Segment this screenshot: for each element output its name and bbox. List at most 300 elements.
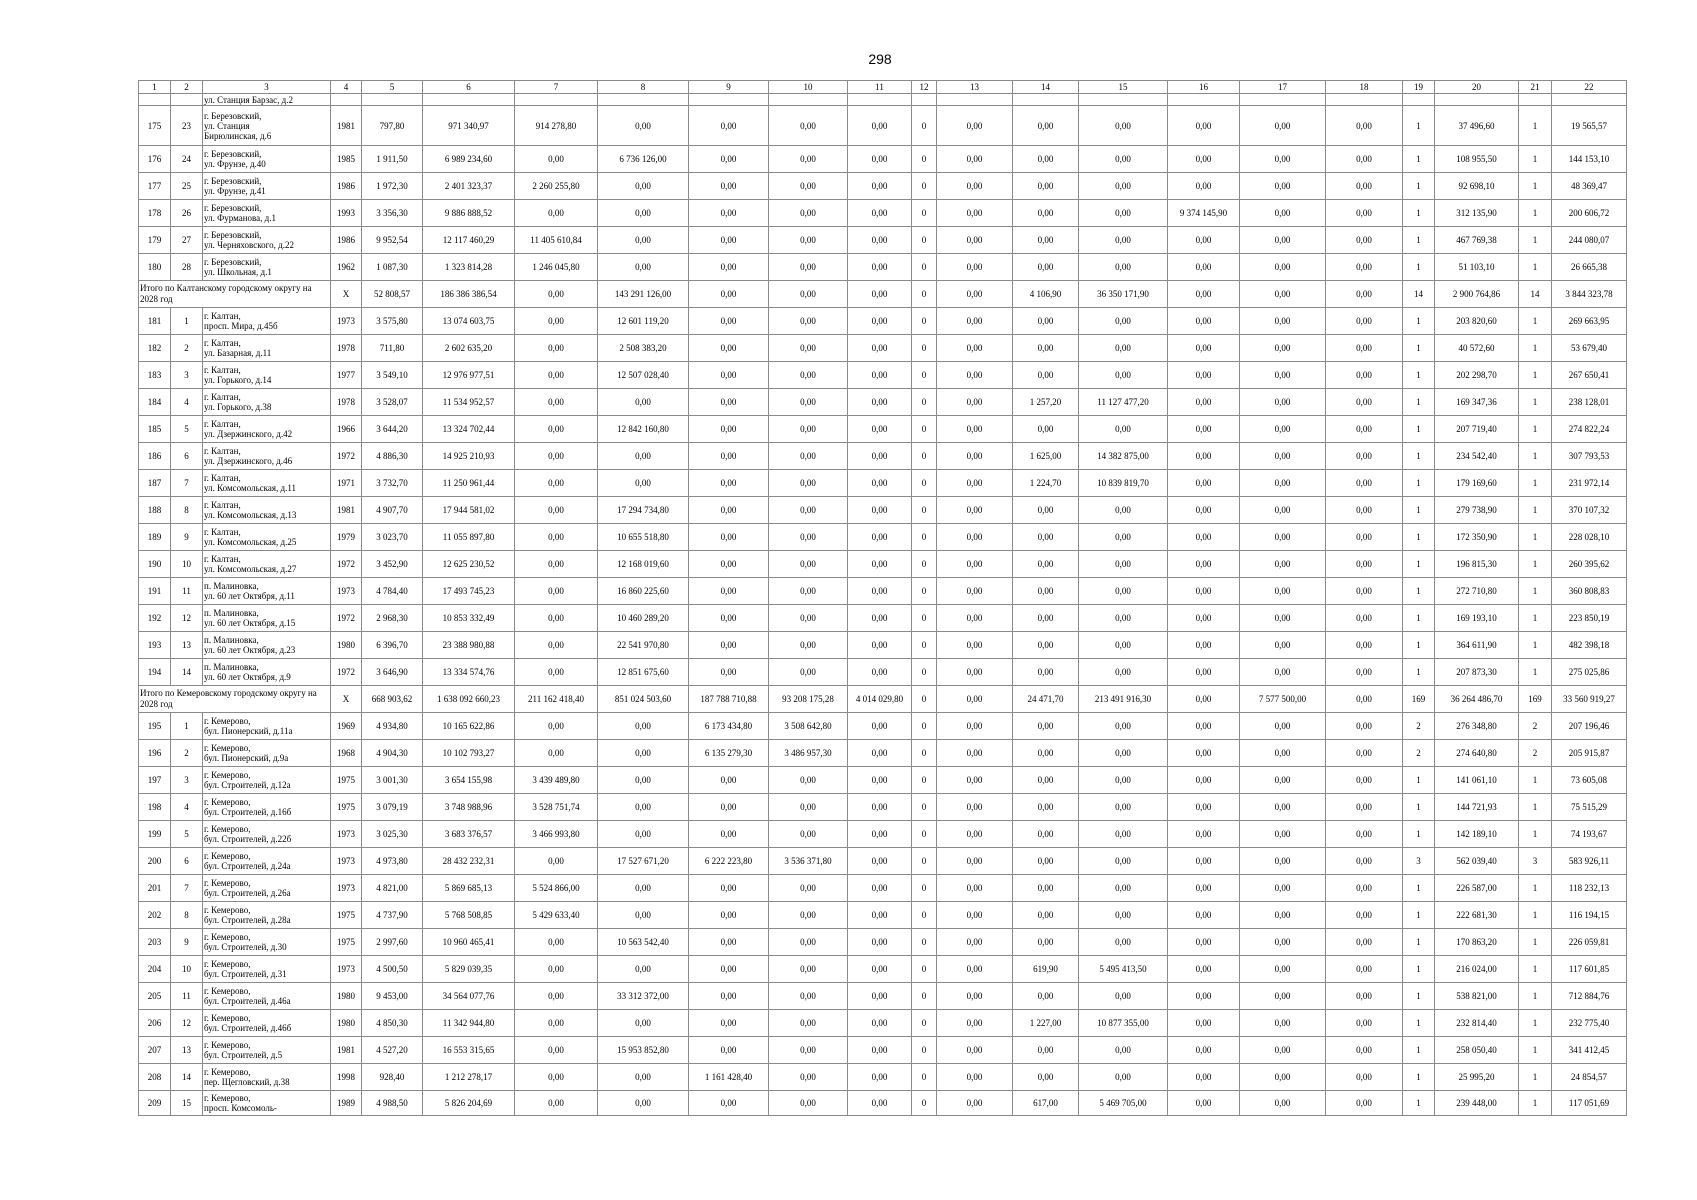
table-cell: 1	[1403, 794, 1435, 821]
table-row	[139, 767, 1627, 794]
table-cell: 370 107,32	[1552, 497, 1627, 524]
table-cell: 0,00	[689, 524, 769, 551]
table-row	[139, 389, 1627, 416]
table-cell: 1	[171, 308, 203, 335]
address-cell: г. Березовский, ул. Школьная, д.1	[203, 254, 331, 281]
table-cell: 0,00	[1079, 497, 1168, 524]
address-cell: п. Малиновка, ул. 60 лет Октября, д.11	[203, 578, 331, 605]
column-header: 17	[1240, 81, 1326, 94]
table-cell: 0,00	[937, 821, 1013, 848]
table-cell: 0,00	[1326, 470, 1403, 497]
table-cell: 0,00	[1240, 929, 1326, 956]
table-cell: 0,00	[848, 929, 912, 956]
table-cell: 0,00	[1013, 902, 1079, 929]
table-cell: 0,00	[1240, 740, 1326, 767]
table-cell: 226 059,81	[1552, 929, 1627, 956]
table-cell: 0,00	[848, 173, 912, 200]
table-cell: 0,00	[515, 956, 598, 983]
table-cell: 0,00	[1168, 416, 1240, 443]
table-row	[139, 956, 1627, 983]
subtotal-label: Итого по Кемеровскому городскому округу на 2028 год	[139, 686, 331, 713]
table-cell: 0,00	[1240, 254, 1326, 281]
table-row	[139, 983, 1627, 1010]
table-cell: 4	[171, 794, 203, 821]
table-cell: 187 788 710,88	[689, 686, 769, 713]
table-cell: 169 347,36	[1435, 389, 1519, 416]
table-cell: 0,00	[598, 713, 689, 740]
address-cell: г. Калтан, ул. Дзержинского, д.42	[203, 416, 331, 443]
table-cell: 1	[1519, 551, 1552, 578]
table-cell: 0,00	[598, 956, 689, 983]
address-cell: г. Калтан, ул. Дзержинского, д.46	[203, 443, 331, 470]
table-cell: 12 507 028,40	[598, 362, 689, 389]
table-cell: 0,00	[1079, 524, 1168, 551]
table-cell: 5 869 685,13	[423, 875, 515, 902]
table-cell: 4 934,80	[362, 713, 423, 740]
table-cell: 711,80	[362, 335, 423, 362]
table-cell: 0	[912, 146, 937, 173]
table-cell: 0,00	[848, 821, 912, 848]
column-header: 14	[1013, 81, 1079, 94]
table-cell: 172 350,90	[1435, 524, 1519, 551]
table-cell: 10 877 355,00	[1079, 1010, 1168, 1037]
table-cell: 538 821,00	[1435, 983, 1519, 1010]
table-cell: 0,00	[1013, 983, 1079, 1010]
table-cell: 0	[912, 173, 937, 200]
table-cell: 25	[171, 173, 203, 200]
table-cell: 1	[1519, 173, 1552, 200]
column-header: 7	[515, 81, 598, 94]
table-cell: 15	[171, 1091, 203, 1116]
table-cell: 3 439 489,80	[515, 767, 598, 794]
table-cell: 51 103,10	[1435, 254, 1519, 281]
table-cell: 0,00	[769, 524, 848, 551]
table-cell: 260 395,62	[1552, 551, 1627, 578]
table-cell: 0,00	[1013, 659, 1079, 686]
table-cell: 8	[171, 902, 203, 929]
table-cell: 1978	[331, 389, 362, 416]
table-cell: 364 611,90	[1435, 632, 1519, 659]
table-cell: 0,00	[1326, 335, 1403, 362]
table-cell: 117 601,85	[1552, 956, 1627, 983]
table-cell: 0,00	[1079, 578, 1168, 605]
table-cell: 0,00	[937, 794, 1013, 821]
table-cell: 0,00	[769, 308, 848, 335]
table-cell: 0,00	[848, 740, 912, 767]
table-cell: 1	[1519, 659, 1552, 686]
table-cell: 0,00	[848, 200, 912, 227]
table-cell: 914 278,80	[515, 106, 598, 146]
table-cell: 0	[912, 200, 937, 227]
table-cell: 0,00	[1079, 605, 1168, 632]
table-cell: 0	[912, 578, 937, 605]
table-cell: 0,00	[1013, 551, 1079, 578]
table-cell: 10 853 332,49	[423, 605, 515, 632]
table-cell: 175	[139, 106, 171, 146]
table-cell: 0,00	[1168, 632, 1240, 659]
table-cell: 12 976 977,51	[423, 362, 515, 389]
table-cell: 0,00	[937, 470, 1013, 497]
table-cell: 0,00	[769, 902, 848, 929]
table-cell: 3 654 155,98	[423, 767, 515, 794]
table-cell: 0	[912, 362, 937, 389]
table-cell: 0	[912, 956, 937, 983]
table-cell: 0,00	[769, 281, 848, 308]
table-cell: 108 955,50	[1435, 146, 1519, 173]
table-cell: 0,00	[1240, 416, 1326, 443]
table-row	[139, 929, 1627, 956]
table-cell: 0,00	[769, 106, 848, 146]
table-cell: 0,00	[937, 200, 1013, 227]
table-header	[139, 81, 1627, 94]
table-cell: 0,00	[1240, 983, 1326, 1010]
table-cell: 3 528 751,74	[515, 794, 598, 821]
table-cell: 3 508 642,80	[769, 713, 848, 740]
table-cell: 1980	[331, 983, 362, 1010]
table-cell: 0,00	[1168, 767, 1240, 794]
table-cell: 0,00	[937, 389, 1013, 416]
table-cell: 1	[1519, 416, 1552, 443]
table-cell: 6 135 279,30	[689, 740, 769, 767]
table-cell: 0,00	[937, 1091, 1013, 1116]
table-cell: 0,00	[769, 173, 848, 200]
table-cell: 0,00	[937, 740, 1013, 767]
table-cell: 1978	[331, 335, 362, 362]
table-cell: 0,00	[689, 470, 769, 497]
table-cell: 36 350 171,90	[1079, 281, 1168, 308]
table-cell: 13 324 702,44	[423, 416, 515, 443]
table-cell: 206	[139, 1010, 171, 1037]
table-cell: 0,00	[1326, 632, 1403, 659]
table-cell: 10 460 289,20	[598, 605, 689, 632]
table-cell: 11 055 897,80	[423, 524, 515, 551]
table-cell: 1980	[331, 632, 362, 659]
table-cell: 180	[139, 254, 171, 281]
table-cell: 1981	[331, 497, 362, 524]
table-cell: 0,00	[1168, 1010, 1240, 1037]
table-cell: 1	[1403, 524, 1435, 551]
address-cell: г. Березовский, ул. Фрунзе, д.40	[203, 146, 331, 173]
table-cell: 1989	[331, 1091, 362, 1116]
table-cell: 3 452,90	[362, 551, 423, 578]
table-cell: 0,00	[1326, 578, 1403, 605]
table-cell: 1	[1519, 605, 1552, 632]
table-cell: 53 679,40	[1552, 335, 1627, 362]
table-cell: 0,00	[1079, 929, 1168, 956]
table-cell: 0,00	[937, 713, 1013, 740]
table-cell: 1	[1519, 524, 1552, 551]
table-cell: 0,00	[515, 362, 598, 389]
table-cell: 0,00	[1168, 227, 1240, 254]
table-cell: 0,00	[1013, 767, 1079, 794]
table-cell: 169	[1403, 686, 1435, 713]
table-cell: 0,00	[1168, 740, 1240, 767]
table-cell: 0,00	[515, 146, 598, 173]
table-cell: 0,00	[1240, 1091, 1326, 1116]
table-cell: 24 471,70	[1013, 686, 1079, 713]
table-cell: 1 911,50	[362, 146, 423, 173]
table-cell: 11	[171, 983, 203, 1010]
table-cell: 0,00	[598, 106, 689, 146]
table-cell: 1	[1519, 227, 1552, 254]
table-cell: 4 527,20	[362, 1037, 423, 1064]
table-cell: 142 189,10	[1435, 821, 1519, 848]
table-row	[139, 740, 1627, 767]
table-cell: 0,00	[769, 1037, 848, 1064]
table-cell: 0,00	[1079, 1064, 1168, 1091]
table-cell: 1975	[331, 902, 362, 929]
table-cell: 0,00	[769, 254, 848, 281]
table-cell: 0,00	[689, 416, 769, 443]
table-cell: 169	[1519, 686, 1552, 713]
table-cell: 0,00	[769, 956, 848, 983]
table-cell: 0	[912, 902, 937, 929]
table-cell: 1	[1519, 767, 1552, 794]
table-cell: 5 768 508,85	[423, 902, 515, 929]
table-cell: 0,00	[689, 362, 769, 389]
table-cell: 0,00	[1168, 281, 1240, 308]
table-cell: 3 646,90	[362, 659, 423, 686]
table-row	[139, 1010, 1627, 1037]
table-cell: 562 039,40	[1435, 848, 1519, 875]
table-cell: 0,00	[1168, 956, 1240, 983]
table-cell: 1	[1519, 632, 1552, 659]
table-cell: 0,00	[689, 632, 769, 659]
table-cell: 0,00	[848, 362, 912, 389]
table-cell: 0	[912, 875, 937, 902]
table-cell: 0	[912, 227, 937, 254]
subtotal-row	[139, 686, 1627, 713]
table-cell: 1	[1519, 956, 1552, 983]
table-cell: 0,00	[937, 443, 1013, 470]
table-cell: 197	[139, 767, 171, 794]
table-cell: 0,00	[1079, 875, 1168, 902]
table-cell: 0,00	[1240, 902, 1326, 929]
table-cell: 1	[1519, 1037, 1552, 1064]
table-cell: 0,00	[937, 632, 1013, 659]
table-cell: 5	[171, 416, 203, 443]
address-cell: г. Березовский, ул. Черняховского, д.22	[203, 227, 331, 254]
table-cell: 0,00	[1168, 1091, 1240, 1116]
table-cell: 118 232,13	[1552, 875, 1627, 902]
table-cell: 1 323 814,28	[423, 254, 515, 281]
table-cell: 196	[139, 740, 171, 767]
table-cell: 0,00	[1079, 227, 1168, 254]
table-cell: 12	[171, 1010, 203, 1037]
table-cell: 12 851 675,60	[598, 659, 689, 686]
table-cell: 5	[171, 821, 203, 848]
table-cell: 0,00	[689, 1091, 769, 1116]
table-cell: 267 650,41	[1552, 362, 1627, 389]
table-cell: 10	[171, 956, 203, 983]
table-cell: 0,00	[1326, 875, 1403, 902]
table-cell: 0,00	[1079, 362, 1168, 389]
table-cell: 2 508 383,20	[598, 335, 689, 362]
table-cell: 1	[171, 713, 203, 740]
table-cell: 11 405 610,84	[515, 227, 598, 254]
table-cell: 1972	[331, 443, 362, 470]
table-cell: 4 106,90	[1013, 281, 1079, 308]
table-cell: 1972	[331, 551, 362, 578]
table-cell: 0,00	[598, 1064, 689, 1091]
table-cell: 0,00	[937, 551, 1013, 578]
column-header: 22	[1552, 81, 1627, 94]
table-cell: 0,00	[1079, 767, 1168, 794]
table-cell: 0,00	[1079, 308, 1168, 335]
table-cell: 0,00	[598, 227, 689, 254]
table-cell: 0	[912, 929, 937, 956]
table-cell: 1	[1519, 1091, 1552, 1116]
table-cell: 182	[139, 335, 171, 362]
table-cell: 0,00	[848, 416, 912, 443]
table-cell: 0,00	[1326, 497, 1403, 524]
table-cell: 0,00	[1168, 1037, 1240, 1064]
table-cell: 0,00	[689, 794, 769, 821]
table-cell: 0,00	[598, 821, 689, 848]
table-cell: 4	[171, 389, 203, 416]
table-cell: 1975	[331, 794, 362, 821]
table-cell: 0,00	[1326, 227, 1403, 254]
table-cell: 198	[139, 794, 171, 821]
table-cell: 0,00	[689, 929, 769, 956]
table-cell: 1	[1403, 173, 1435, 200]
table-cell: 0,00	[769, 416, 848, 443]
table-cell: 207 719,40	[1435, 416, 1519, 443]
table-cell: 0,00	[848, 767, 912, 794]
table-cell: 13 334 574,76	[423, 659, 515, 686]
address-cell: г. Кемерово, бул. Строителей, д.16б	[203, 794, 331, 821]
table-cell: 0,00	[1240, 106, 1326, 146]
table-cell: 0,00	[937, 146, 1013, 173]
table-cell: 1	[1403, 875, 1435, 902]
table-cell: 12 168 019,60	[598, 551, 689, 578]
table-cell: 5 829 039,35	[423, 956, 515, 983]
table-cell: 0,00	[1079, 821, 1168, 848]
table-cell: 0,00	[769, 497, 848, 524]
table-cell: 0,00	[598, 1010, 689, 1037]
table-cell: 0,00	[937, 956, 1013, 983]
table-cell: 205 915,87	[1552, 740, 1627, 767]
table-cell: 0,00	[515, 605, 598, 632]
table-cell: 0,00	[1013, 929, 1079, 956]
column-header: 2	[171, 81, 203, 94]
table-cell: 0,00	[1240, 497, 1326, 524]
table-cell: 188	[139, 497, 171, 524]
table-cell: 1 625,00	[1013, 443, 1079, 470]
table-cell: 0,00	[937, 497, 1013, 524]
table-cell: 179	[139, 227, 171, 254]
table-cell: 0,00	[769, 470, 848, 497]
table-cell: 0,00	[1240, 605, 1326, 632]
table-cell: 0,00	[1013, 254, 1079, 281]
table-cell: 0,00	[769, 578, 848, 605]
table-cell: 0,00	[1326, 1037, 1403, 1064]
table-cell: 15 953 852,80	[598, 1037, 689, 1064]
table-cell: 189	[139, 524, 171, 551]
table-cell: 13	[171, 1037, 203, 1064]
table-cell: 274 640,80	[1435, 740, 1519, 767]
table-cell: 5 495 413,50	[1079, 956, 1168, 983]
table-cell: 25 995,20	[1435, 1064, 1519, 1091]
table-cell: 6	[171, 848, 203, 875]
table-cell: 0,00	[689, 281, 769, 308]
table-cell: 0,00	[689, 578, 769, 605]
table-cell: 0	[912, 389, 937, 416]
table-cell: 1975	[331, 767, 362, 794]
table-cell: 74 193,67	[1552, 821, 1627, 848]
table-cell: 0,00	[848, 848, 912, 875]
table-cell: 208	[139, 1064, 171, 1091]
table-cell: 0,00	[848, 794, 912, 821]
table-cell: 1	[1519, 1010, 1552, 1037]
table-cell: 0,00	[689, 254, 769, 281]
table-cell: 0,00	[1326, 254, 1403, 281]
table-cell: 0,00	[769, 767, 848, 794]
table-cell: 269 663,95	[1552, 308, 1627, 335]
table-cell: 0,00	[1326, 551, 1403, 578]
table-cell: 0,00	[937, 929, 1013, 956]
table-cell: 1981	[331, 106, 362, 146]
table-cell: 0,00	[1168, 578, 1240, 605]
table-cell: 1 972,30	[362, 173, 423, 200]
table-cell: 75 515,29	[1552, 794, 1627, 821]
address-cell: г. Кемерово, просп. Комсомоль-	[203, 1091, 331, 1116]
table-cell: 0,00	[1240, 470, 1326, 497]
table-cell: 17 493 745,23	[423, 578, 515, 605]
table-cell: 0,00	[937, 106, 1013, 146]
table-cell: 0,00	[1168, 173, 1240, 200]
table-cell: 8	[171, 497, 203, 524]
table-cell: 0	[912, 254, 937, 281]
table-cell: 201	[139, 875, 171, 902]
table-cell: 0,00	[689, 983, 769, 1010]
table-cell: 0,00	[769, 1010, 848, 1037]
table-cell: 0,00	[1013, 1037, 1079, 1064]
table-cell: 0,00	[1168, 902, 1240, 929]
table-cell: 207	[139, 1037, 171, 1064]
table-cell: 0,00	[1240, 551, 1326, 578]
table-cell: 14 382 875,00	[1079, 443, 1168, 470]
table-cell: 0,00	[937, 767, 1013, 794]
table-cell: 0,00	[1168, 106, 1240, 146]
table-cell: 6 989 234,60	[423, 146, 515, 173]
address-cell: г. Калтан, ул. Комсомольская, д.11	[203, 470, 331, 497]
table-row	[139, 335, 1627, 362]
table-cell: 232 814,40	[1435, 1010, 1519, 1037]
table-cell: 1973	[331, 848, 362, 875]
table-cell: 0,00	[1079, 173, 1168, 200]
subtotal-row	[139, 281, 1627, 308]
table-cell: 28	[171, 254, 203, 281]
table-cell: 0,00	[1240, 308, 1326, 335]
table-row	[139, 713, 1627, 740]
table-cell: 0,00	[848, 902, 912, 929]
table-cell: 1	[1403, 308, 1435, 335]
table-cell: 12	[171, 605, 203, 632]
table-cell: 1	[1403, 1037, 1435, 1064]
table-cell: 2	[1519, 740, 1552, 767]
table-cell: 0,00	[1168, 470, 1240, 497]
column-header: 8	[598, 81, 689, 94]
address-cell: г. Кемерово, бул. Строителей, д.28а	[203, 902, 331, 929]
table-cell: 0,00	[848, 875, 912, 902]
table-cell: 1	[1403, 335, 1435, 362]
table-cell: 226 587,00	[1435, 875, 1519, 902]
table-cell: 4 737,90	[362, 902, 423, 929]
table-cell: 0,00	[1326, 605, 1403, 632]
table-cell: 1	[1403, 605, 1435, 632]
table-cell: 178	[139, 200, 171, 227]
